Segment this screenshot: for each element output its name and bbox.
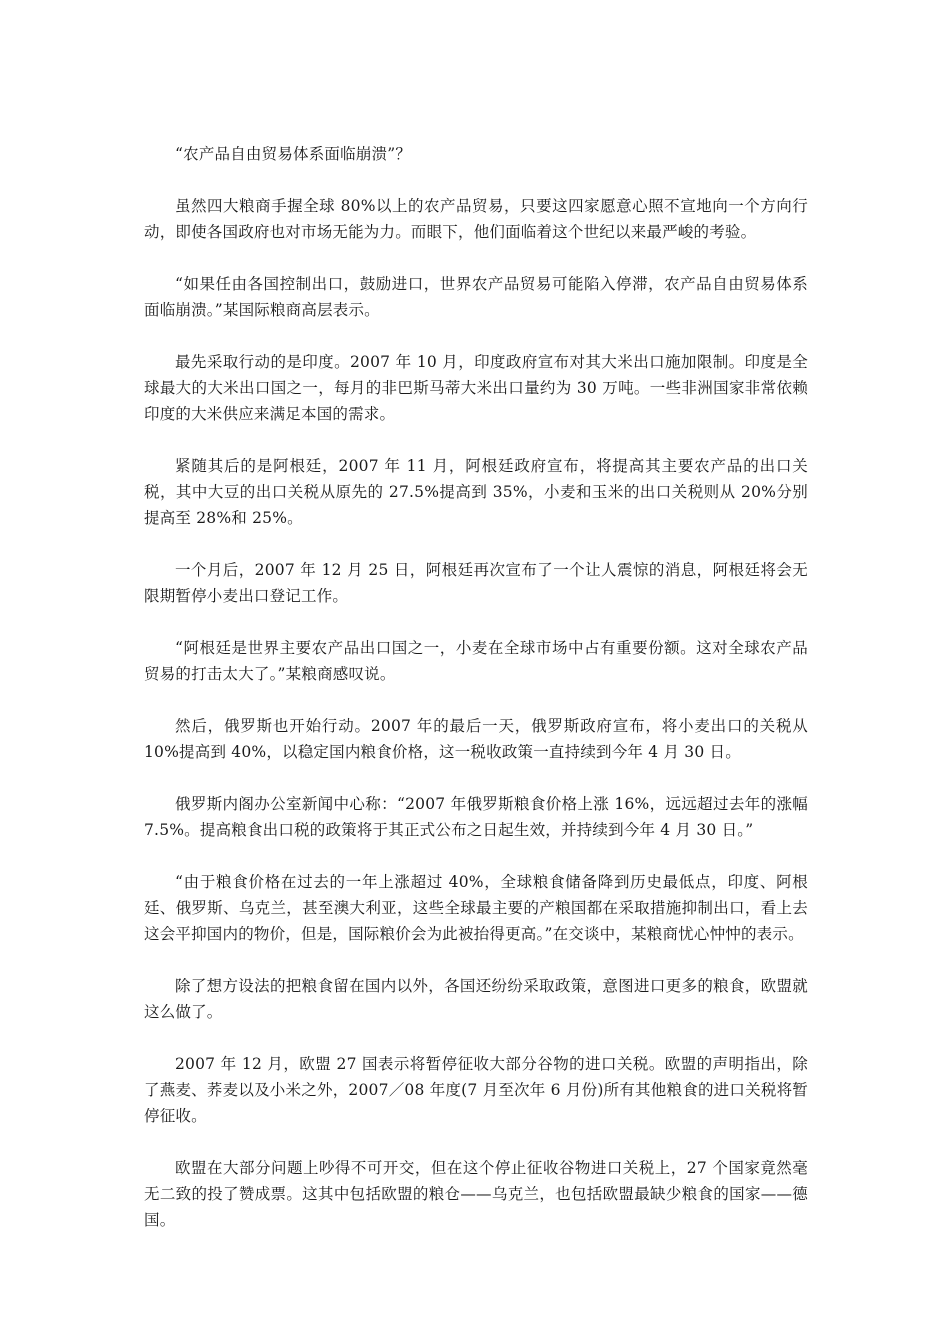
paragraph: 除了想方设法的把粮食留在国内以外，各国还纷纷采取政策，意图进口更多的粮食，欧盟就这么做了。 [144,977,808,1021]
paragraph: “阿根廷是世界主要农产品出口国之一，小麦在全球市场中占有重要份额。这对全球农产品贸易的打击太大了。”某粮商感叹说。 [144,639,808,683]
paragraph: “如果任由各国控制出口，鼓励进口，世界农产品贸易可能陷入停滞，农产品自由贸易体系面临崩溃。”某国际粮商高层表示。 [144,275,808,319]
paragraph: 然后，俄罗斯也开始行动。2007 年的最后一天，俄罗斯政府宣布，将小麦出口的关税从 10%提高到 40%，以稳定国内粮食价格，这一税收政策一直持续到今年 4 月 30 日。 [144,717,808,761]
paragraph: 虽然四大粮商手握全球 80%以上的农产品贸易，只要这四家愿意心照不宣地向一个方向行动，即使各国政府也对市场无能为力。而眼下，他们面临着这个世纪以来最严峻的考验。 [144,197,808,241]
paragraph: 欧盟在大部分问题上吵得不可开交，但在这个停止征收谷物进口关税上，27 个国家竟然毫无二致的投了赞成票。这其中包括欧盟的粮仓——乌克兰，也包括欧盟最缺少粮食的国家——德国。 [144,1159,808,1229]
article-body [144,141,808,1259]
paragraph: 2007 年 12 月，欧盟 27 国表示将暂停征收大部分谷物的进口关税。欧盟的声明指出，除了燕麦、荞麦以及小米之外，2007／08 年度(7 月至次年 6 月份)所有其他粮食的进口关税将暂停征收。 [144,1055,808,1125]
paragraph: 一个月后，2007 年 12 月 25 日，阿根廷再次宣布了一个让人震惊的消息，阿根廷将会无限期暂停小麦出口登记工作。 [144,561,808,605]
article-heading: “农产品自由贸易体系面临崩溃”？ [175,145,412,163]
paragraph: 紧随其后的是阿根廷，2007 年 11 月，阿根廷政府宣布，将提高其主要农产品的出口关税，其中大豆的出口关税从原先的 27.5%提高到 35%，小麦和玉米的出口关税则从 20%分别提高至 28%和 25%。 [144,457,808,527]
paragraph: “由于粮食价格在过去的一年上涨超过 40%，全球粮食储备降到历史最低点，印度、阿根廷、俄罗斯、乌克兰，甚至澳大利亚，这些全球最主要的产粮国都在采取措施抑制出口，看上去这会平抑国内的物价，但是，国际粮价会为此被抬得更高。”在交谈中，某粮商忧心忡忡的表示。 [144,873,808,943]
paragraph: 俄罗斯内阁办公室新闻中心称：“2007 年俄罗斯粮食价格上涨 16%，远远超过去年的涨幅 7.5%。提高粮食出口税的政策将于其正式公布之日起生效，并持续到今年 4 月 30 日。” [144,795,808,839]
paragraph: 最先采取行动的是印度。2007 年 10 月，印度政府宣布对其大米出口施加限制。印度是全球最大的大米出口国之一，每月的非巴斯马蒂大米出口量约为 30 万吨。一些非洲国家非常依赖印度的大米供应来满足本国的需求。 [144,353,808,423]
